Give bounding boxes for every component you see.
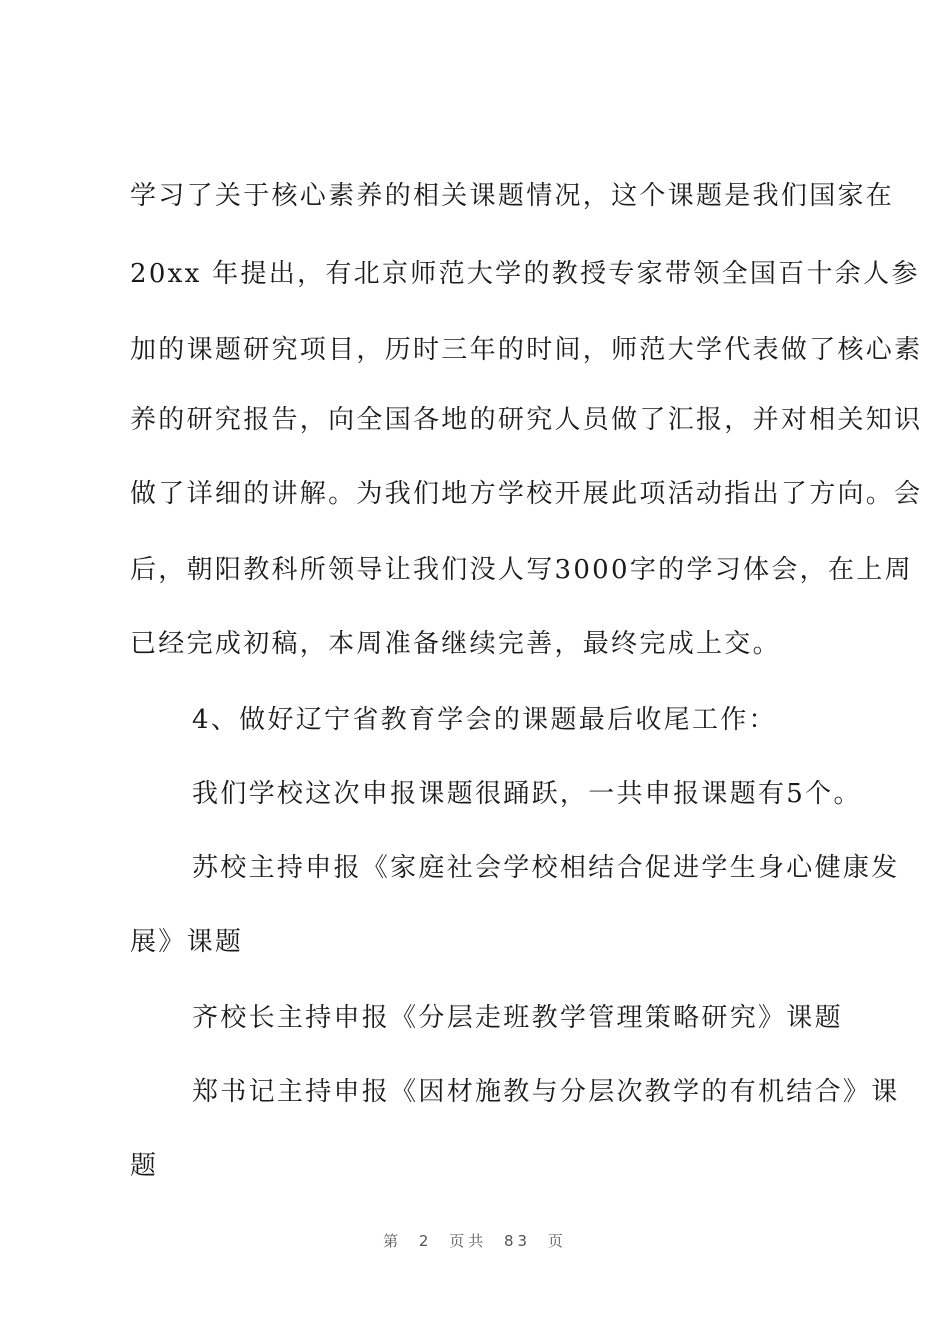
section-heading: 4、做好辽宁省教育学会的课题最后收尾工作： (192, 705, 777, 735)
footer-middle: 页共 (449, 1232, 488, 1250)
project-entry-line: 苏校主持申报《家庭社会学校相结合促进学生身心健康发 (192, 853, 900, 883)
page-footer (0, 1230, 950, 1251)
paragraph-line: 20xx 年提出，有北京师范大学的教授专家带领全国百十余人参 (130, 259, 920, 289)
paragraph-line: 养的研究报告，向全国各地的研究人员做了汇报，并对相关知识 (130, 405, 923, 435)
footer-page-number: 2 (418, 1232, 433, 1250)
project-entry-line: 郑书记主持申报《因材施教与分层次教学的有机结合》课 (192, 1077, 900, 1107)
project-entry-line: 齐校长主持申报《分层走班教学管理策略研究》课题 (192, 1003, 843, 1033)
paragraph-line: 后，朝阳教科所领导让我们没人写3000字的学习体会，在上周 (130, 555, 913, 585)
paragraph-line: 已经完成初稿，本周准备继续完善，最终完成上交。 (130, 629, 781, 659)
paragraph-line: 学习了关于核心素养的相关课题情况，这个课题是我们国家在 (130, 181, 895, 211)
footer-suffix: 页 (547, 1232, 567, 1250)
footer-total-pages: 83 (504, 1232, 532, 1250)
project-entry-line: 展》课题 (130, 927, 244, 957)
project-entry-line: 题 (130, 1151, 159, 1181)
paragraph-line: 加的课题研究项目，历时三年的时间，师范大学代表做了核心素 (130, 335, 923, 365)
paragraph-line: 做了详细的讲解。为我们地方学校开展此项活动指出了方向。会 (130, 479, 923, 509)
footer-prefix: 第 (383, 1232, 403, 1250)
section-intro: 我们学校这次申报课题很踊跃，一共申报课题有5个。 (192, 779, 862, 809)
